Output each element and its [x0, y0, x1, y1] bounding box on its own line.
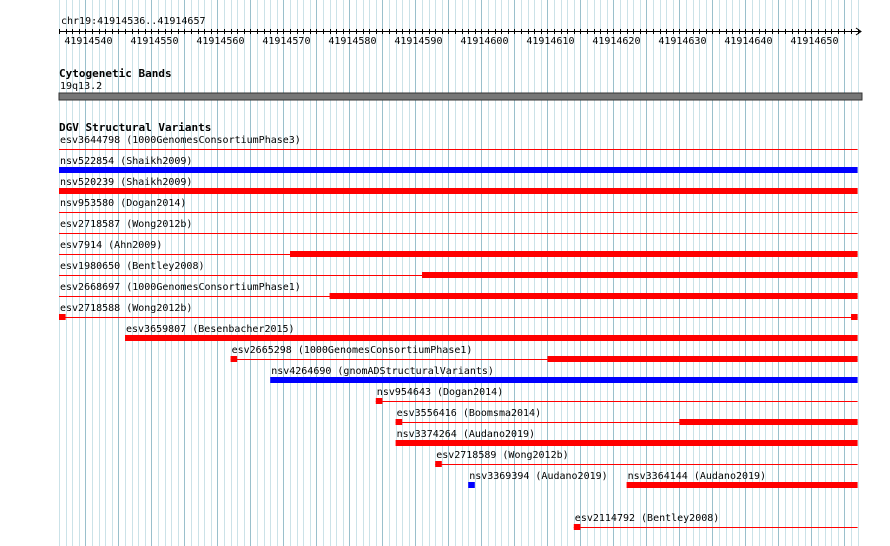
dgv-feature[interactable] [270, 366, 857, 383]
ruler-tick-label: 41914540 [64, 36, 113, 47]
dgv-feature[interactable] [231, 345, 858, 362]
dgv-feature-block[interactable] [422, 272, 858, 278]
cytoband-track-title[interactable]: Cytogenetic Bands [59, 67, 172, 80]
ruler-tick-label: 41914580 [328, 36, 377, 47]
dgv-feature[interactable] [396, 408, 858, 425]
dgv-feature-label: esv2718587 (Wong2012b) [60, 219, 193, 230]
dgv-feature-label: nsv3369394 (Audano2019) [469, 471, 608, 482]
dgv-feature-label: nsv953580 (Dogan2014) [60, 198, 187, 209]
dgv-feature-label: esv2668697 (1000GenomesConsortiumPhase1) [60, 282, 301, 293]
position-label: chr19:41914536..41914657 [61, 16, 206, 27]
dgv-feature-label: esv3644798 (1000GenomesConsortiumPhase3) [60, 135, 301, 146]
cytoband-bar[interactable] [59, 93, 862, 100]
dgv-feature-block[interactable] [330, 293, 858, 299]
dgv-feature-label: esv2718589 (Wong2012b) [436, 450, 569, 461]
dgv-feature-label: nsv3364144 (Audano2019) [627, 471, 767, 482]
ruler-tick-label: 41914610 [526, 36, 575, 47]
dgv-feature-block[interactable] [679, 419, 857, 425]
ruler-tick-label: 41914560 [196, 36, 245, 47]
dgv-track-title[interactable]: DGV Structural Variants [59, 121, 212, 134]
ruler-tick-label: 41914550 [130, 36, 179, 47]
ruler-tick-label: 41914640 [724, 36, 773, 47]
dgv-feature-label: nsv4264690 (gnomADStructuralVariants) [271, 366, 494, 377]
ruler-tick-label: 41914650 [790, 36, 839, 47]
dgv-feature-bar[interactable] [59, 167, 858, 173]
dgv-feature-bar[interactable] [468, 482, 475, 488]
dgv-feature-label: esv3556416 (Boomsma2014) [396, 408, 542, 419]
ruler-tick-label: 41914630 [658, 36, 707, 47]
dgv-feature-label: nsv520239 (Shaikh2009) [60, 177, 193, 188]
dgv-feature-label: esv2665298 (1000GenomesConsortiumPhase1) [231, 345, 473, 356]
dgv-feature-block[interactable] [290, 251, 858, 257]
dgv-feature-block[interactable] [547, 356, 857, 362]
dgv-feature-label: esv7914 (Ahn2009) [60, 240, 163, 251]
dgv-feature[interactable] [59, 177, 858, 194]
dgv-feature[interactable] [468, 471, 607, 488]
ruler-tick-label: 41914570 [262, 36, 311, 47]
dgv-feature-label: esv2718588 (Wong2012b) [60, 303, 193, 314]
dgv-feature-label: nsv3374264 (Audano2019) [396, 429, 536, 440]
dgv-feature-block[interactable] [851, 314, 858, 320]
dgv-feature-bar[interactable] [627, 482, 858, 488]
dgv-feature[interactable] [574, 513, 858, 530]
dgv-feature-bar[interactable] [125, 335, 858, 341]
dgv-feature[interactable] [59, 156, 858, 173]
dgv-feature[interactable] [59, 261, 858, 278]
dgv-feature-block[interactable] [396, 419, 403, 425]
dgv-feature-block[interactable] [435, 461, 442, 467]
dgv-feature-label: nsv522854 (Shaikh2009) [60, 156, 193, 167]
dgv-feature[interactable] [125, 324, 858, 341]
ruler-tick-label: 41914620 [592, 36, 641, 47]
dgv-feature[interactable] [396, 429, 858, 446]
ruler [59, 28, 861, 47]
dgv-feature-block[interactable] [231, 356, 238, 362]
dgv-feature-label: esv3659807 (Besenbacher2015) [126, 324, 295, 335]
dgv-feature-bar[interactable] [270, 377, 857, 383]
dgv-feature-label: esv1980650 (Bentley2008) [60, 261, 205, 272]
dgv-feature[interactable] [59, 282, 858, 299]
dgv-feature-label: nsv954643 (Dogan2014) [376, 387, 504, 398]
ruler-tick-label: 41914600 [460, 36, 509, 47]
dgv-feature-block[interactable] [574, 524, 581, 530]
cytoband-label: 19q13.2 [60, 81, 103, 92]
ruler-tick-label: 41914590 [394, 36, 443, 47]
dgv-feature-bar[interactable] [59, 188, 858, 194]
dgv-feature-block[interactable] [376, 398, 383, 404]
dgv-feature-label: esv2114792 (Bentley2008) [574, 513, 720, 524]
dgv-feature[interactable] [59, 303, 858, 320]
dgv-feature-bar[interactable] [396, 440, 858, 446]
dgv-feature[interactable] [627, 471, 858, 488]
dgv-feature-block[interactable] [59, 314, 66, 320]
